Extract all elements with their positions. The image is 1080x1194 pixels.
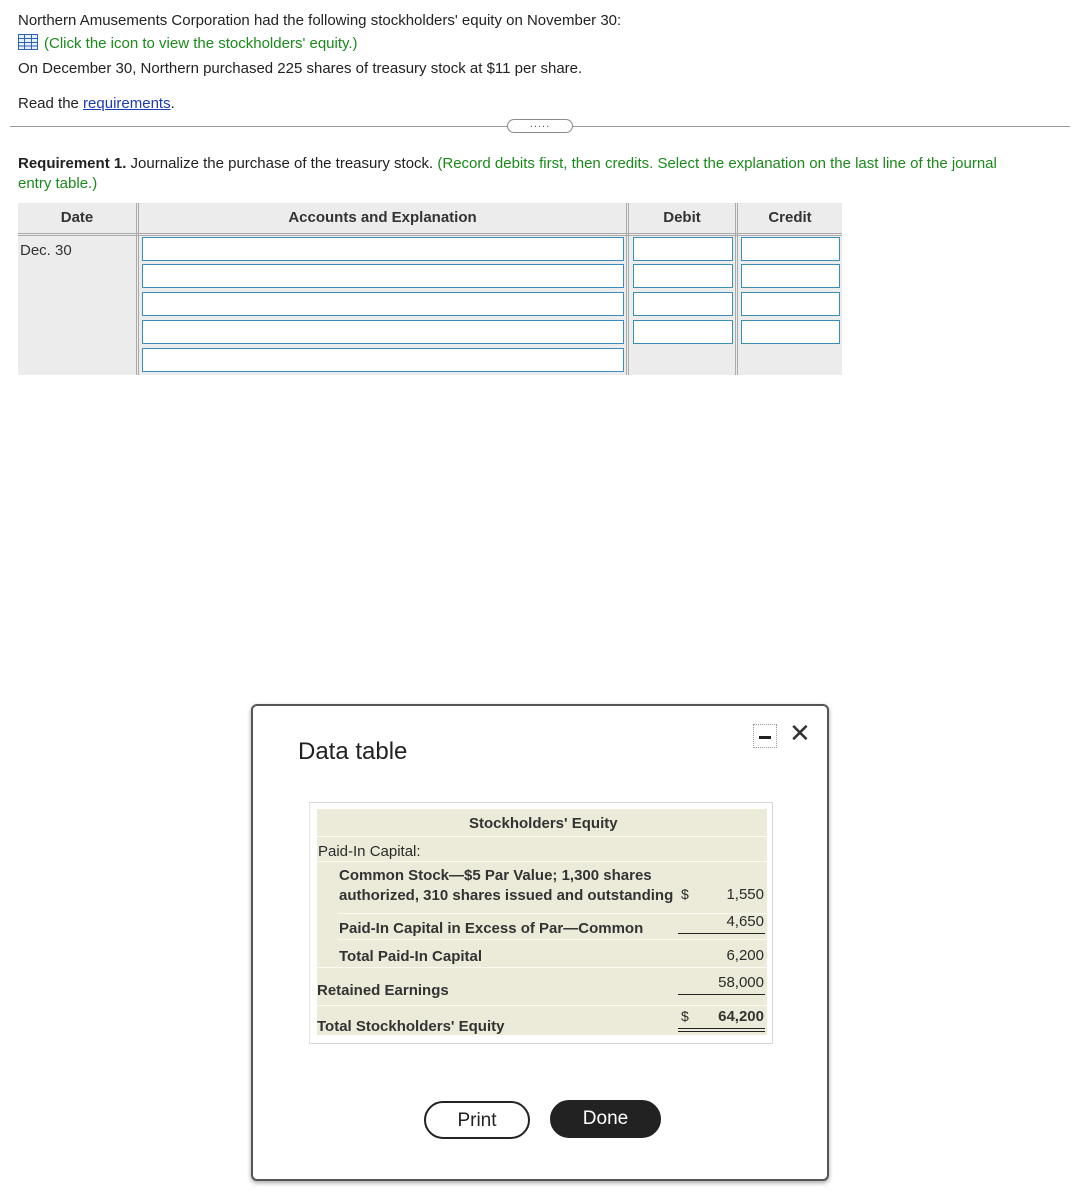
close-icon[interactable]: ✕ — [789, 718, 811, 748]
purchase-text: On December 30, Northern purchased 225 shares of treasury stock at $11 per share. — [18, 60, 583, 77]
paid-in-capital-label: Paid-In Capital: — [318, 843, 421, 860]
col-divider — [136, 203, 139, 375]
total-se-label: Total Stockholders' Equity — [317, 1018, 505, 1035]
double-underline-top — [678, 1028, 765, 1029]
requirement-line — [18, 155, 997, 172]
credit-input-1[interactable] — [741, 237, 840, 261]
account-input-1[interactable] — [142, 237, 624, 261]
requirements-link[interactable]: requirements — [83, 95, 171, 112]
header-accounts: Accounts and Explanation — [288, 209, 477, 226]
header-date: Date — [60, 209, 94, 226]
view-equity-row[interactable] — [18, 34, 358, 52]
row-divider — [317, 861, 767, 862]
row-divider — [317, 967, 767, 968]
modal-title: Data table — [298, 738, 408, 765]
table-grid-icon[interactable] — [18, 34, 38, 50]
excess-par-label: Paid-In Capital in Excess of Par—Common — [339, 920, 644, 937]
row-divider — [317, 836, 767, 837]
debit-input-3[interactable] — [633, 292, 733, 316]
read-requirements — [18, 95, 175, 112]
debit-input-1[interactable] — [633, 237, 733, 261]
account-input-4[interactable] — [142, 320, 624, 344]
total-paid-in-value: 6,200 — [726, 947, 764, 964]
table-header: Stockholders' Equity — [469, 815, 618, 832]
problem-intro: Northern Amusements Corporation had the following stockholders' equity on November 30: — [18, 12, 622, 29]
credit-input-2[interactable] — [741, 264, 840, 288]
dollar-sign: $ — [681, 886, 689, 902]
col-divider — [735, 203, 738, 375]
requirement-instruction-cont: entry table.) — [18, 175, 98, 192]
requirement-text: Journalize the purchase of the treasury stock. — [126, 155, 438, 172]
row-divider — [317, 1005, 767, 1006]
header-debit: Debit — [663, 209, 701, 226]
double-underline-bottom — [678, 1031, 765, 1032]
expand-toggle[interactable]: ..... — [507, 119, 573, 133]
account-input-3[interactable] — [142, 292, 624, 316]
data-table-modal — [251, 704, 829, 1181]
read-suffix: . — [170, 95, 175, 112]
credit-input-4[interactable] — [741, 320, 840, 344]
total-se-value: 64,200 — [718, 1008, 764, 1025]
credit-input-3[interactable] — [741, 292, 840, 316]
done-button[interactable]: Done — [550, 1100, 661, 1138]
common-stock-value: 1,550 — [726, 886, 764, 903]
minimize-icon[interactable] — [753, 724, 777, 748]
print-button[interactable]: Print — [424, 1101, 530, 1139]
dollar-sign: $ — [681, 1008, 689, 1024]
excess-par-value: 4,650 — [726, 913, 764, 930]
journal-table — [18, 203, 842, 375]
subtotal-underline — [678, 933, 765, 934]
read-prefix: Read the — [18, 95, 84, 112]
account-input-2[interactable] — [142, 264, 624, 288]
view-equity-link[interactable]: (Click the icon to view the stockholders' equity.) — [44, 35, 358, 52]
requirement-label: Requirement 1. — [18, 155, 127, 172]
header-divider — [18, 233, 842, 236]
date-cell: Dec. 30 — [20, 242, 72, 259]
subtotal-underline — [678, 994, 765, 995]
debit-input-2[interactable] — [633, 264, 733, 288]
stockholders-equity-table — [309, 802, 773, 1044]
retained-earnings-value: 58,000 — [718, 974, 764, 991]
debit-input-4[interactable] — [633, 320, 733, 344]
retained-earnings-label: Retained Earnings — [317, 982, 449, 999]
requirement-instruction: (Record debits first, then credits. Select the explanation on the last line of the journal — [437, 155, 997, 172]
col-divider — [626, 203, 629, 375]
header-credit: Credit — [768, 209, 812, 226]
explanation-input[interactable] — [142, 348, 624, 372]
common-stock-label: Common Stock—$5 Par Value; 1,300 shares — [339, 867, 652, 884]
row-divider — [338, 939, 767, 940]
total-paid-in-label: Total Paid-In Capital — [339, 948, 483, 965]
common-stock-label-cont: authorized, 310 shares issued and outstanding — [339, 887, 674, 904]
